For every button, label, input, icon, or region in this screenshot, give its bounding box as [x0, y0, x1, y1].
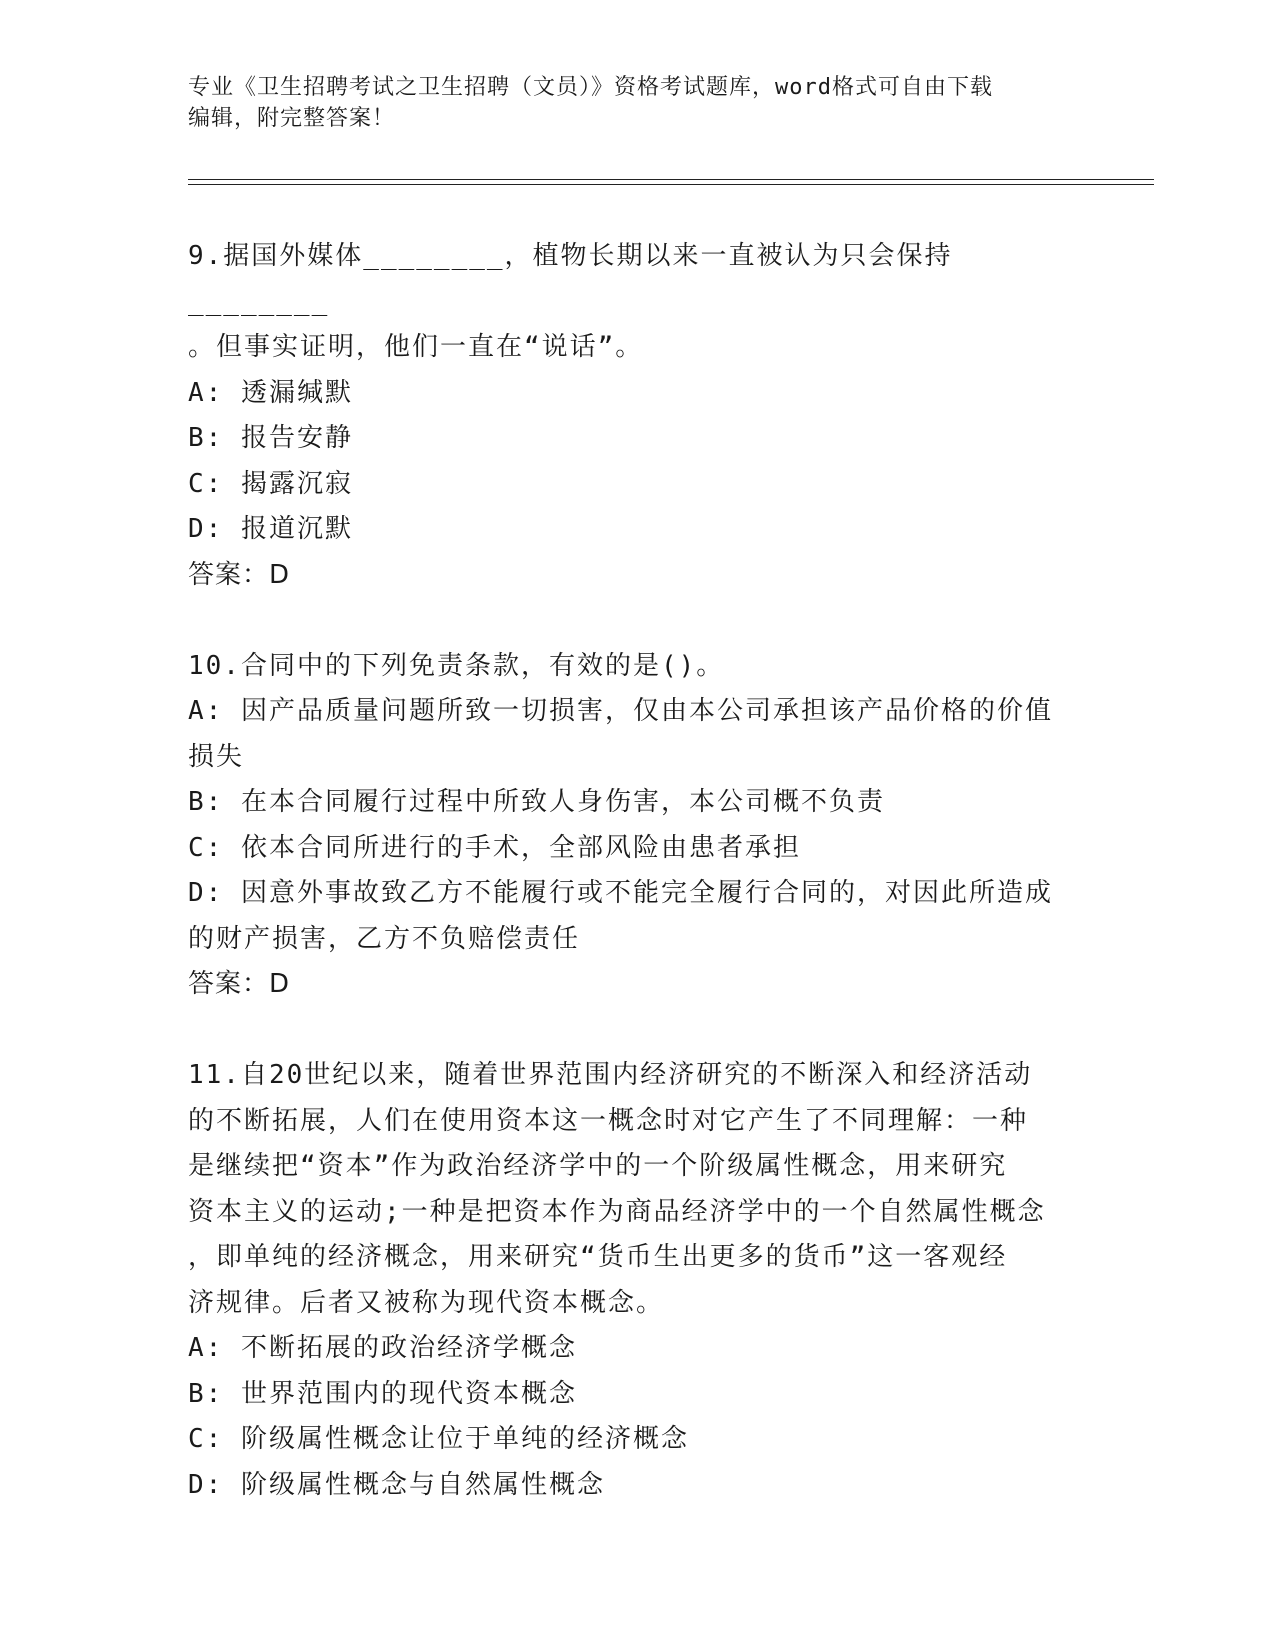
option-c: C: 依本合同所进行的手术，全部风险由患者承担	[188, 832, 801, 863]
option-c: C: 揭露沉寂	[188, 468, 353, 499]
option-d-continued: 的财产损害，乙方不负赔偿责任	[188, 923, 581, 954]
header-divider	[188, 179, 1154, 180]
question-stem-line: 。但事实证明，他们一直在“说话”。	[188, 332, 644, 362]
question-stem-line: ，即单纯的经济概念，用来研究“货币生出更多的货币”这一客观经	[188, 1242, 1008, 1272]
option-a: A: 不断拓展的政治经济学概念	[188, 1333, 577, 1363]
question-stem-line: 的不断拓展，人们在使用资本这一概念时对它产生了不同理解：一种	[188, 1105, 1029, 1136]
option-b: B: 在本合同履行过程中所致人身伤害，本公司概不负责	[188, 787, 885, 817]
option-a: A: 因产品质量问题所致一切损害，仅由本公司承担该产品价格的价值	[188, 696, 1053, 726]
question-stem-line: 10.合同中的下列免责条款，有效的是()。	[188, 650, 725, 681]
answer: 答案：D	[188, 969, 291, 999]
question-10	[188, 644, 1078, 1008]
answer: 答案：D	[188, 559, 291, 590]
question-list	[188, 234, 1078, 1554]
question-stem-line: 9.据国外媒体________，植物长期以来一直被认为只会保持________	[188, 241, 953, 317]
header-divider	[188, 184, 1154, 185]
header-line: 专业《卫生招聘考试之卫生招聘（文员）》资格考试题库，word格式可自由下载	[188, 75, 993, 100]
option-d: D: 报道沉默	[188, 514, 353, 544]
option-c: C: 阶级属性概念让位于单纯的经济概念	[188, 1424, 689, 1454]
header-line: 编辑，附完整答案！	[188, 106, 396, 131]
question-stem-line: 资本主义的运动;一种是把资本作为商品经济学中的一个自然属性概念	[188, 1196, 1046, 1227]
question-stem-line: 济规律。后者又被称为现代资本概念。	[188, 1287, 665, 1318]
option-d: D: 阶级属性概念与自然属性概念	[188, 1469, 605, 1500]
option-b: B: 报告安静	[188, 423, 353, 453]
option-a: A: 透漏缄默	[188, 377, 353, 408]
option-d: D: 因意外事故致乙方不能履行或不能完全履行合同的，对因此所造成	[188, 878, 1053, 908]
option-b: B: 世界范围内的现代资本概念	[188, 1378, 577, 1409]
document-header	[188, 72, 1068, 134]
option-a-continued: 损失	[188, 741, 245, 772]
question-stem-line: 11.自20世纪以来，随着世界范围内经济研究的不断深入和经济活动	[188, 1060, 1033, 1090]
question-9	[188, 234, 1078, 598]
question-11	[188, 1053, 1078, 1508]
question-stem-line: 是继续把“资本”作为政治经济学中的一个阶级属性概念，用来研究	[188, 1151, 1008, 1181]
